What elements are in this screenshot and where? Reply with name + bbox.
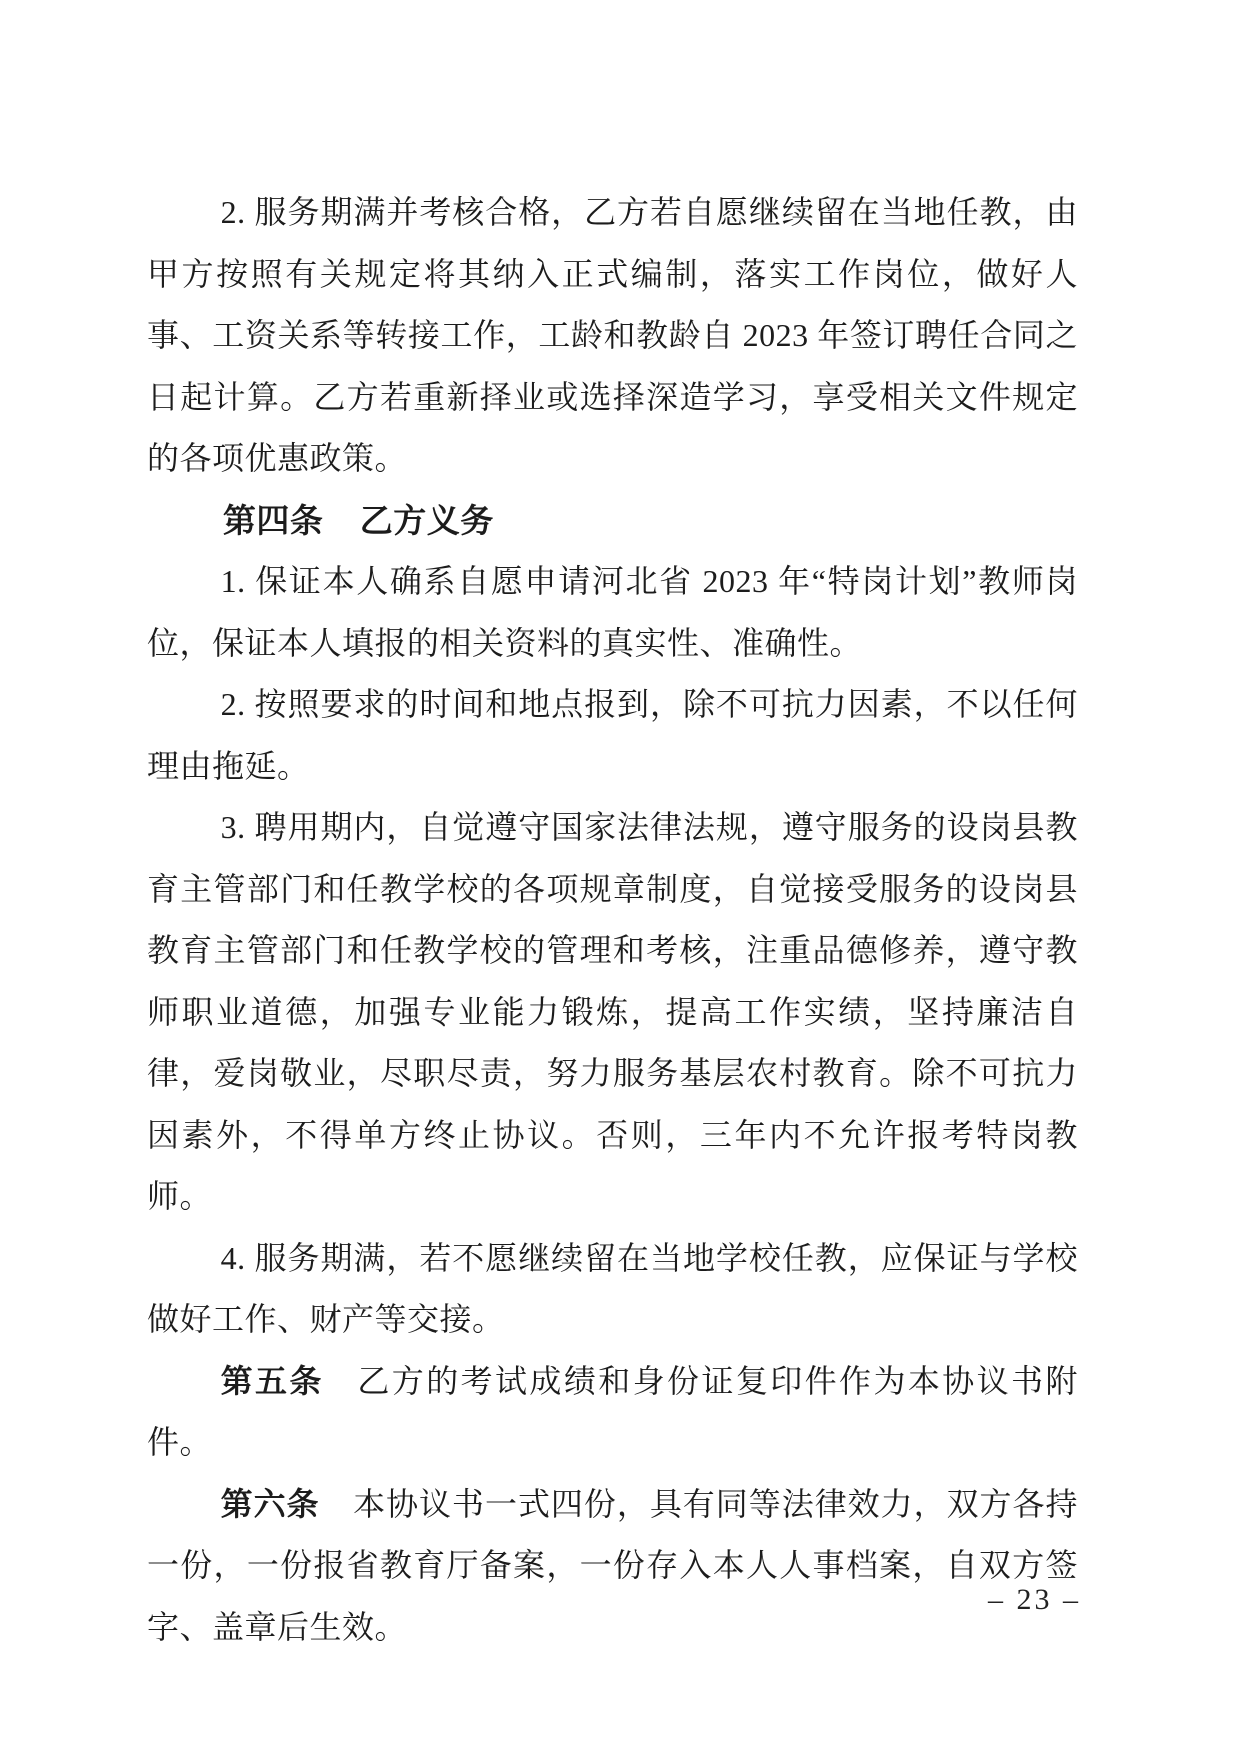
article-4-item-4: 4. 服务期满，若不愿继续留在当地学校任教，应保证与学校做好工作、财产等交接。 — [147, 1239, 1078, 1337]
article-5-text: 乙方的考试成绩和身份证复印件作为本协议书附件。 — [147, 1362, 1078, 1460]
article-4-number: 第四条 — [222, 501, 324, 539]
article-6-text: 本协议书一式四份，具有同等法律效力，双方各持一份，一份报省教育厅备案，一份存入本人人事档案，自双方签字、盖章后生效。 — [147, 1485, 1078, 1645]
article-5-number: 第五条 — [220, 1362, 324, 1399]
article-4-title: 乙方义务 — [359, 501, 494, 539]
page-number: – 23 – — [988, 1583, 1081, 1616]
article-6-number: 第六条 — [220, 1485, 320, 1522]
document-body — [147, 182, 1078, 1658]
article-4-item-2: 2. 按照要求的时间和地点报到，除不可抗力因素，不以任何理由拖延。 — [147, 686, 1078, 784]
article-5-clause — [147, 1351, 1078, 1474]
clause-2-continuation-paragraph: 2. 服务期满并考核合格，乙方若自愿继续留在当地任教，由甲方按照有关规定将其纳入正式编制，落实工作岗位，做好人事、工资关系等转接工作，工龄和教龄自 2023 年签订聘任合同之日起计算。乙方若重新择业或选择深造学习，享受相关文件规定的各项优惠政策。 — [147, 194, 1078, 476]
article-6-clause — [147, 1474, 1078, 1659]
article-4-item-3: 3. 聘用期内，自觉遵守国家法律法规，遵守服务的设岗县教育主管部门和任教学校的各项规章制度，自觉接受服务的设岗县教育主管部门和任教学校的管理和考核，注重品德修养，遵守教师职业道德，加强专业能力锻炼，提高工作实绩，坚持廉洁自律，爱岗敬业，尽职尽责，努力服务基层农村教育。除不可抗力因素外，不得单方终止协议。否则，三年内不允许报考特岗教师。 — [147, 809, 1078, 1214]
article-4-item-1: 1. 保证本人确系自愿申请河北省 2023 年“特岗计划”教师岗位，保证本人填报的相关资料的真实性、准确性。 — [147, 563, 1078, 661]
article-4-heading — [147, 490, 1078, 552]
